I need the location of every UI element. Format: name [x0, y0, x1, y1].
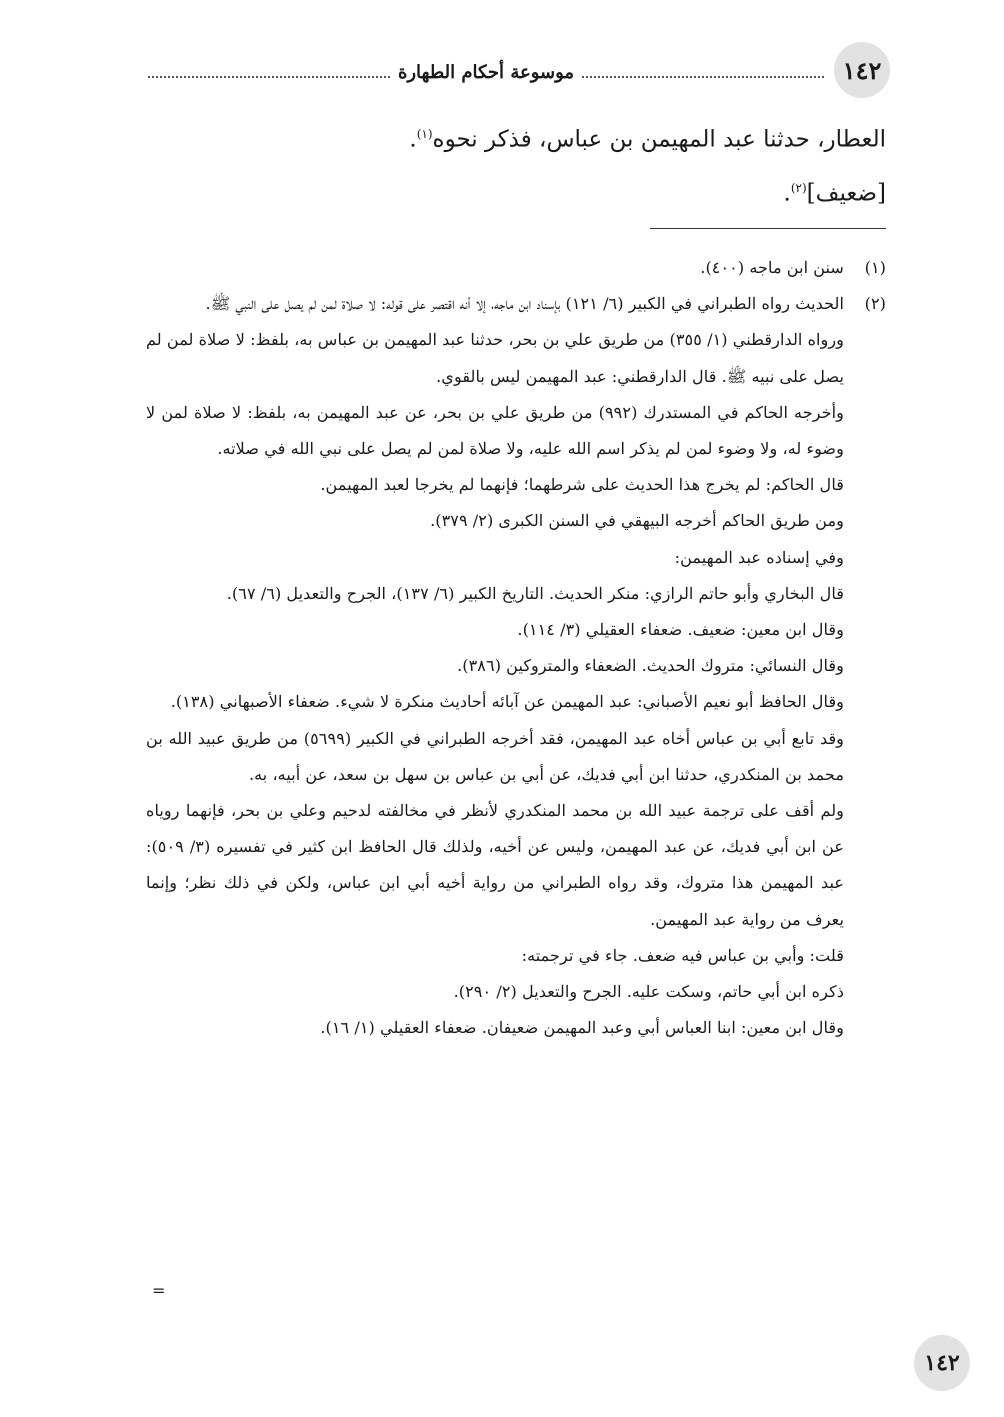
- footnote-2-para: قلت: وأبي بن عباس فيه ضعف. جاء في ترجمته:: [521, 945, 844, 965]
- main-line-1-end: .: [409, 126, 417, 153]
- continuation-mark: =: [152, 1281, 166, 1300]
- footnote-2-para: الحديث رواه الطبراني في الكبير (٦/ ١٢١) بإسناد ابن ماجه، إلا أنه اقتصر على قوله: لا صلاة لمن لم يصل على النبي ﷺ.: [205, 294, 844, 314]
- footnote-1-number: (١): [864, 258, 886, 277]
- footnote-ref-1: (١): [416, 127, 433, 141]
- footnote-2-para: ومن طريق الحاكم أخرجه البيهقي في السنن الكبرى (٢/ ٣٧٩).: [430, 511, 844, 531]
- footnote-2-para: قال البخاري وأبو حاتم الرازي: منكر الحديث. التاريخ الكبير (٦/ ١٣٧)، الجرح والتعديل (٦/ ٦٧).: [226, 583, 844, 603]
- grading-label: [ضعيف]: [806, 180, 886, 207]
- footnote-2-number: (٢): [864, 294, 886, 314]
- header-dots-left: [148, 66, 390, 78]
- footnote-1: [146, 250, 886, 286]
- footnotes: [146, 250, 886, 1046]
- header-page-number: ١٤٢: [834, 42, 890, 98]
- footnote-ref-2: (٢): [790, 180, 807, 195]
- footnote-separator: [650, 228, 886, 229]
- footnote-1-text: سنن ابن ماجه (٤٠٠).: [700, 258, 844, 277]
- footnote-2-para: ذكره ابن أبي حاتم، وسكت عليه. الجرح والتعديل (٢/ ٢٩٠).: [453, 982, 844, 1002]
- main-line-1: [146, 110, 886, 164]
- footnote-2-para: وقال ابن معين: ابنا العباس أبي وعبد المهيمن ضعيفان. ضعفاء العقيلي (١/ ١٦).: [320, 1018, 844, 1038]
- footnote-2-para: وقد تابع أبي بن عباس أخاه عبد المهيمن، فقد أخرجه الطبراني في الكبير (٥٦٩٩) من طريق عبيد الله بن محمد بن المنكدري، حدثنا ابن أبي فديك، عن أبي بن عباس بن سهل بن سعد، عن أبيه، به.: [146, 728, 844, 784]
- footnote-2-para: وقال ابن معين: ضعيف. ضعفاء العقيلي (٣/ ١١٤).: [517, 620, 844, 640]
- footnote-2: [146, 286, 886, 1046]
- main-line-2: [146, 164, 886, 218]
- footnote-2-para: ورواه الدارقطني (١/ ٣٥٥) من طريق علي بن بحر، حدثنا عبد المهيمن بن عباس به، بلفظ: لا صلاة لمن لم يصل على نبيه ﷺ. قال الدارقطني: عبد المهيمن ليس بالقوي.: [146, 330, 844, 386]
- main-line-1-text: العطار، حدثنا عبد المهيمن بن عباس، فذكر نحوه: [432, 126, 886, 153]
- footnote-2-para: وقال الحافظ أبو نعيم الأصباني: عبد المهيمن عن آبائه أحاديث منكرة لا شيء. ضعفاء الأصبهاني (١٣٨).: [170, 692, 844, 712]
- footnote-2-para: وفي إسناده عبد المهيمن:: [674, 547, 844, 567]
- header-title-row: [148, 60, 824, 84]
- footnote-2-para: وقال النسائي: متروك الحديث. الضعفاء والمتروكين (٣٨٦).: [457, 656, 844, 676]
- footnote-2-para: قال الحاكم: لم يخرج هذا الحديث على شرطهما؛ فإنهما لم يخرجا لعبد المهيمن.: [320, 475, 844, 495]
- footnote-2-body: [146, 286, 844, 1046]
- footnote-2-para: ولم أقف على ترجمة عبيد الله بن محمد المنكدري لأنظر في مخالفته لدحيم وعلي بن بحر، فإنهما روياه عن ابن أبي فديك، عن عبد المهيمن، وليس عن أخيه، ولذلك قال الحافظ ابن كثير في تفسيره (٣/ ٥٠٩): عبد المهيمن هذا متروك، وقد رواه الطبراني من رواية أخيه أبي ابن عباس، ولكن في ذلك نظر؛ وإنما يعرف من رواية عبد المهيمن.: [146, 801, 844, 929]
- footnote-2-para: وأخرجه الحاكم في المستدرك (٩٩٢) من طريق علي بن بحر، عن عبد المهيمن به، بلفظ: لا صلاة لمن لا وضوء له، ولا وضوء لمن لم يذكر اسم الله عليه، ولا صلاة لمن لم يصل على نبي الله في صلاته.: [146, 402, 844, 459]
- page-header: [148, 42, 890, 98]
- book-title: موسوعة أحكام الطهارة: [397, 61, 575, 83]
- footer-page-number: ١٤٢: [914, 1335, 970, 1391]
- main-line-2-end: .: [783, 180, 791, 207]
- main-text: [146, 110, 886, 217]
- header-dots-right: [582, 66, 824, 78]
